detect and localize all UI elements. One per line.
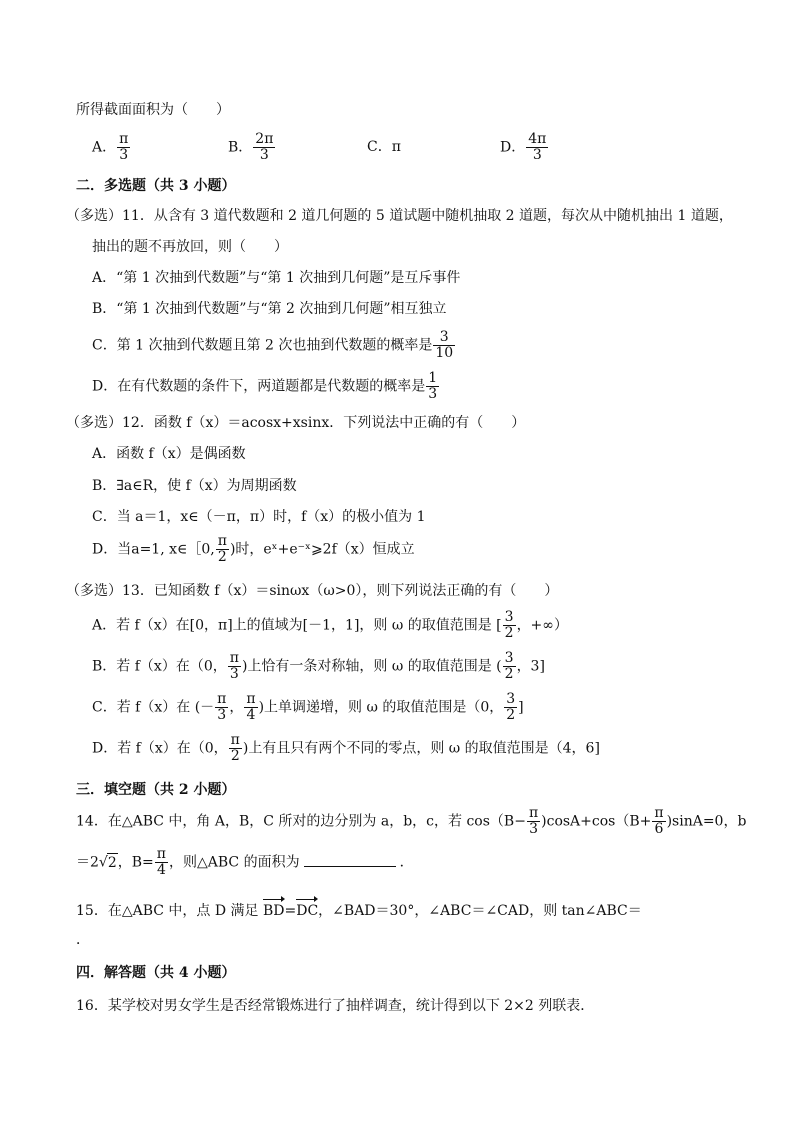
q12-option-b: B．∃a∈R，使 f（x）为周期函数 <box>92 478 297 494</box>
fraction: $\frac{1}{3}$ <box>428 370 438 402</box>
q14-line2: ＝2√2，B= $\frac{\pi}{4}$ ，则△ABC 的面积为 ． <box>76 846 414 878</box>
fraction: $\frac{3}{10}$ <box>435 329 454 361</box>
q11-option-b: B．“第 1 次抽到代数题”与“第 2 次抽到几何题”相互独立 <box>92 301 447 317</box>
fraction: $\frac{\pi}{6}$ <box>654 805 664 837</box>
vector-bd: BD <box>263 899 285 920</box>
vector-dc: DC <box>296 899 318 920</box>
sqrt-sign: √ <box>98 854 108 871</box>
fraction: $\frac{\pi}{4}$ <box>246 691 256 723</box>
fraction: $\frac{\pi}{3}$ <box>528 805 539 837</box>
q11-option-d: D．在有代数题的条件下，两道题都是代数题的概率是 $\frac{1}{3}$ <box>92 370 438 402</box>
q14-line1: 14．在△ABC 中，角 A，B，C 所对的边分别为 a，b，c，若 cos（B− $\frac{\pi}{3}$ )cosA+cos（B+ $\frac{\pi}{6}$ )sinA=0，b <box>76 805 747 837</box>
q12-stem: （多选）12．函数 f（x）＝acosx+xsinx．下列说法中正确的有（ ） <box>66 415 526 431</box>
fraction: $\frac{\pi}{4}$ <box>156 846 166 878</box>
q11-stem-line2: 抽出的题不再放回，则（ ） <box>92 239 288 255</box>
q13-option-c: C．若 f（x）在 (－ $\frac{\pi}{3}$ ， $\frac{\pi}{4}$ )上单调递增，则 ω 的取值范围是（0， $\frac{3}{2}$ ] <box>92 691 524 723</box>
section-heading-fill-in: 三．填空题（共 2 小题） <box>76 782 236 798</box>
q11-option-a: A．“第 1 次抽到代数题”与“第 1 次抽到几何题”是互斥事件 <box>92 270 461 286</box>
q10-option-c: C．π <box>367 139 401 155</box>
q12-option-d: D．当a=1, x∈［0, $\frac{\pi}{2}$ )时，eˣ+e⁻ˣ⩾2f（x）恒成立 <box>92 533 415 565</box>
fraction: $\frac{\pi}{2}$ <box>230 732 240 764</box>
q13-option-d: D．若 f（x）在（0， $\frac{\pi}{2}$ )上有且只有两个不同的零点，则 ω 的取值范围是（4，6] <box>92 732 600 764</box>
q10-stem: 所得截面面积为（ ） <box>76 102 230 118</box>
section-heading-solutions: 四．解答题（共 4 小题） <box>76 965 236 981</box>
fraction: $\frac{3}{2}$ <box>506 691 516 723</box>
q13-option-a: A．若 f（x）在[0，π]上的值域为[－1，1]，则 ω 的取值范围是 [ $\frac{3}{2}$ ，+∞） <box>92 609 568 641</box>
q12-option-a: A．函数 f（x）是偶函数 <box>92 446 246 462</box>
fraction: $\frac{\pi}{3}$ <box>217 691 227 723</box>
fraction: $\frac{\pi}{3}$ <box>119 131 129 163</box>
q11-option-c: C．第 1 次抽到代数题且第 2 次也抽到代数题的概率是 $\frac{3}{10}$ <box>92 329 454 361</box>
q15-line2: ． <box>76 932 90 948</box>
q10-option-a: A． $\frac{\pi}{3}$ <box>92 131 129 163</box>
q13-stem: （多选）13．已知函数 f（x）＝sinωx（ω>0），则下列说法正确的有（ ） <box>66 583 559 599</box>
fraction: $\frac{\pi}{3}$ <box>229 650 239 682</box>
fraction: $\frac{3}{2}$ <box>504 650 514 682</box>
q10-option-b: B． $\frac{2\pi}{3}$ <box>228 131 274 163</box>
section-heading-multiple-choice: 二．多选题（共 3 小题） <box>76 178 236 194</box>
fraction: $\frac{\pi}{2}$ <box>217 533 227 565</box>
q10-option-d: D． $\frac{4\pi}{3}$ <box>500 131 547 163</box>
q15-line1: 15．在△ABC 中，点 D 满足 BD=DC，∠BAD＝30°，∠ABC＝∠CAD，则 tan∠ABC＝ <box>76 899 642 920</box>
q11-stem-line1: （多选）11．从含有 3 道代数题和 2 道几何题的 5 道试题中随机抽取 2 道题，每次从中随机抽出 1 道题， <box>66 208 733 224</box>
fraction: $\frac{4\pi}{3}$ <box>528 131 547 163</box>
q13-option-b: B．若 f（x）在（0， $\frac{\pi}{3}$ )上恰有一条对称轴，则 ω 的取值范围是 ( $\frac{3}{2}$ ，3] <box>92 650 545 682</box>
q16-stem: 16．某学校对男女学生是否经常锻炼进行了抽样调查，统计得到以下 2×2 列联表． <box>76 998 595 1014</box>
fraction: $\frac{2\pi}{3}$ <box>255 131 274 163</box>
sqrt-radicand: 2 <box>107 854 117 871</box>
fraction: $\frac{3}{2}$ <box>504 609 514 641</box>
answer-blank <box>304 852 396 867</box>
q12-option-c: C．当 a＝1，x∈（－π，π）时，f（x）的极小值为 1 <box>92 509 426 525</box>
